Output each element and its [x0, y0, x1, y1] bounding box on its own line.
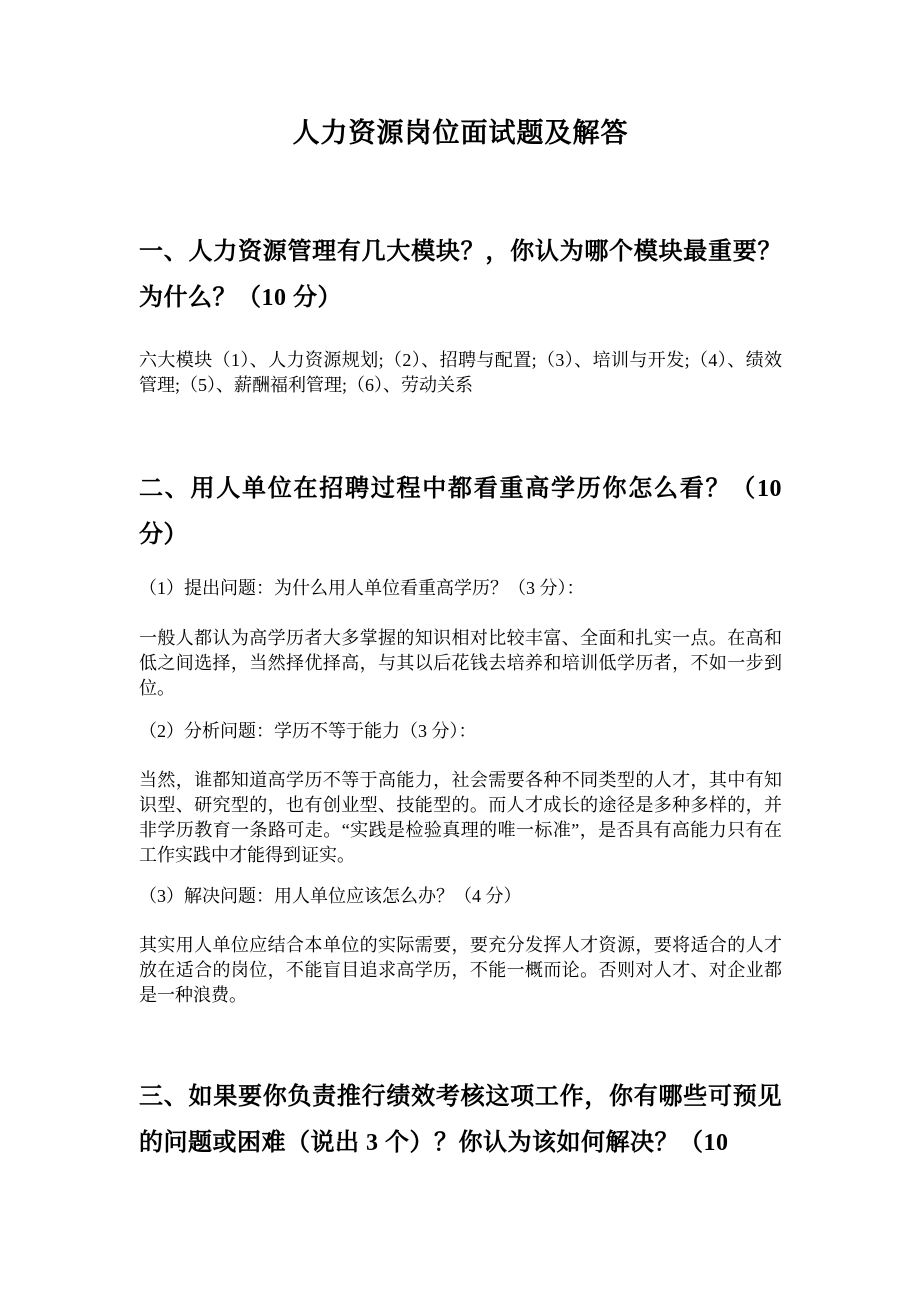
- question-2-point-3-label: （3）解决问题：用人单位应该怎么办？（4 分）: [139, 886, 522, 906]
- question-2-point-2-text: 当然，谁都知道高学历不等于高能力，社会需要各种不同类型的人才，其中有知识型、研究型的，也有创业型、技能型的。而人才成长的途径是多种多样的，并非学历教育一条路可走。“实践是检验真理的唯一标准”，是否具有高能力只有在工作实践中才能得到证实。: [139, 770, 782, 865]
- question-1-answer-text: 六大模块（1）、人力资源规划;（2）、招聘与配置;（3）、培训与开发;（4）、绩效管理;（5）、薪酬福利管理;（6）、劳动关系: [139, 350, 782, 395]
- question-1-heading: 一、人力资源管理有几大模块？，你认为哪个模块最重要？为什么？（10 分）: [139, 239, 782, 311]
- document-title: 人力资源岗位面试题及解答: [292, 118, 629, 148]
- question-3-heading: 三、如果要你负责推行绩效考核这项工作，你有哪些可预见的问题或困难（说出 3 个）？你认为该如何解决？（10: [139, 1084, 782, 1156]
- question-2-point-2-label: （2）分析问题：学历不等于能力（3 分）：: [139, 721, 477, 741]
- question-2-point-3-text: 其实用人单位应结合本单位的实际需要，要充分发挥人才资源，要将适合的人才放在适合的岗位，不能盲目追求高学历，不能一概而论。否则对人才、对企业都是一种浪费。: [139, 935, 782, 1005]
- question-2-point-1-label: （1）提出问题：为什么用人单位看重高学历？（3 分）：: [139, 578, 585, 598]
- question-2-heading: 二、用人单位在招聘过程中都看重高学历你怎么看？（10 分）: [139, 476, 782, 548]
- question-2-point-1-text: 一般人都认为高学历者大多掌握的知识相对比较丰富、全面和扎实一点。在高和低之间选择，当然择优择高，与其以后花钱去培养和培训低学历者，不如一步到位。: [139, 628, 782, 698]
